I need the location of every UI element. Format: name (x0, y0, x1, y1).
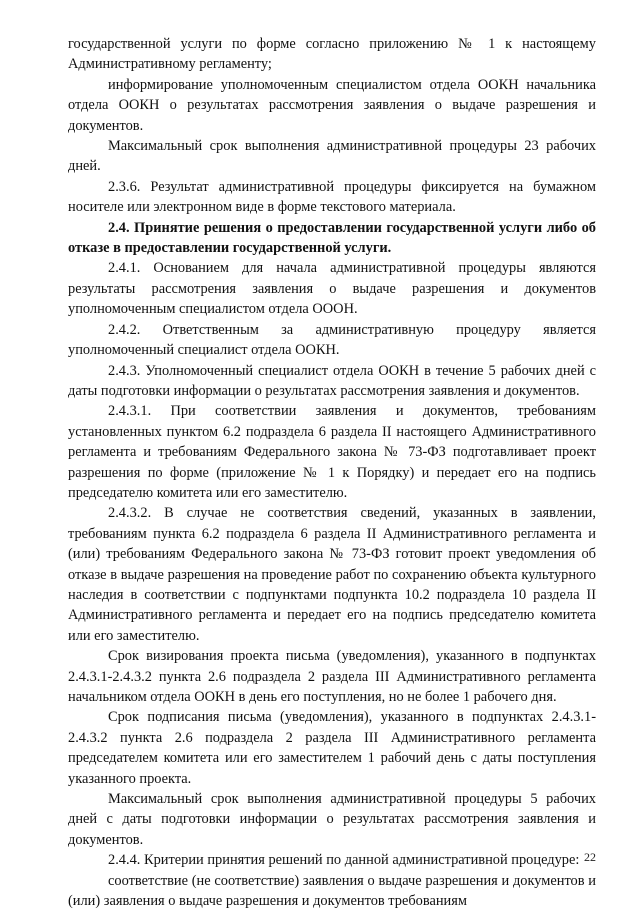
section-heading: 2.4. Принятие решения о предоставлении государственной услуги либо об отказе в предоставлении государственной услуги. (68, 219, 596, 257)
paragraph: 2.4.1. Основанием для начала административной процедуры являются результаты рассмотрения заявления о выдаче разрешения и документов уполномоченным специалистом отдела ОООН. (68, 260, 596, 318)
document-body (68, 34, 596, 911)
paragraph: 2.4.2. Ответственным за административную процедуру является уполномоченный специалист отдела ООКН. (68, 321, 596, 359)
paragraph: Максимальный срок выполнения административной процедуры 23 рабочих дней. (68, 138, 596, 175)
paragraph: соответствие (не соответствие) заявления о выдаче разрешения и документов и (или) заявления о выдаче разрешения и документов требованиям (68, 872, 596, 910)
paragraph: 2.3.6. Результат административной процедуры фиксируется на бумажном носителе или электронном виде в форме текстового материала. (68, 178, 596, 216)
paragraph: Срок подписания письма (уведомления), указанного в подпунктах 2.4.3.1-2.4.3.2 пункта 2.6 подраздела 2 раздела III Административного регламента председателем комитета или его заместителем 1 рабочий день с даты поступления указанного проекта. (68, 709, 596, 787)
page-number: 22 (584, 850, 596, 864)
paragraph: 2.4.4. Критерии принятия решений по данной административной процедуре: (108, 852, 580, 869)
paragraph: 2.4.3.2. В случае не соответствия сведений, указанных в заявлении, требованиям пункта 6.2 подраздела 6 раздела II Административного регламента и (или) требованиям Федерального закона № 73-ФЗ готовит проект уведомления об отказе в выдаче разрешения на проведение работ по сохранению объекта культурного наследия в соответствии с подпунктами подпункта 10.2 подраздела 10 раздела II Административного регламента и передает его на подпись председателю комитета или его заместителю. (68, 505, 596, 644)
paragraph: информирование уполномоченным специалистом отдела ООКН начальника отдела ООКН о результатах рассмотрения заявления о выдаче разрешения и документов. (68, 76, 596, 134)
paragraph: Срок визирования проекта письма (уведомления), указанного в подпунктах 2.4.3.1-2.4.3.2 пункта 2.6 подраздела 2 раздела III Административного регламента начальником отдела ООКН в день его поступления, но не более 1 рабочего дня. (68, 648, 596, 705)
paragraph: государственной услуги по форме согласно приложению № 1 к настоящему Административному регламенту; (68, 36, 596, 73)
paragraph: 2.4.3.1. При соответствии заявления и документов, требованиям установленных пунктом 6.2 подраздела 6 раздела II настоящего Административного регламента и требованиям Федерального закона № 73-ФЗ подготавливает проект разрешения по форме (приложение № 1 к Порядку) и передает его на подпись председателю комитета или его заместителю. (68, 403, 596, 501)
paragraph: Максимальный срок выполнения административной процедуры 5 рабочих дней с даты подготовки информации о результатах рассмотрения заявления и документов. (68, 791, 596, 848)
paragraph: 2.4.3. Уполномоченный специалист отдела ООКН в течение 5 рабочих дней с даты подготовки информации о результатах рассмотрения заявления и документов. (68, 362, 596, 399)
